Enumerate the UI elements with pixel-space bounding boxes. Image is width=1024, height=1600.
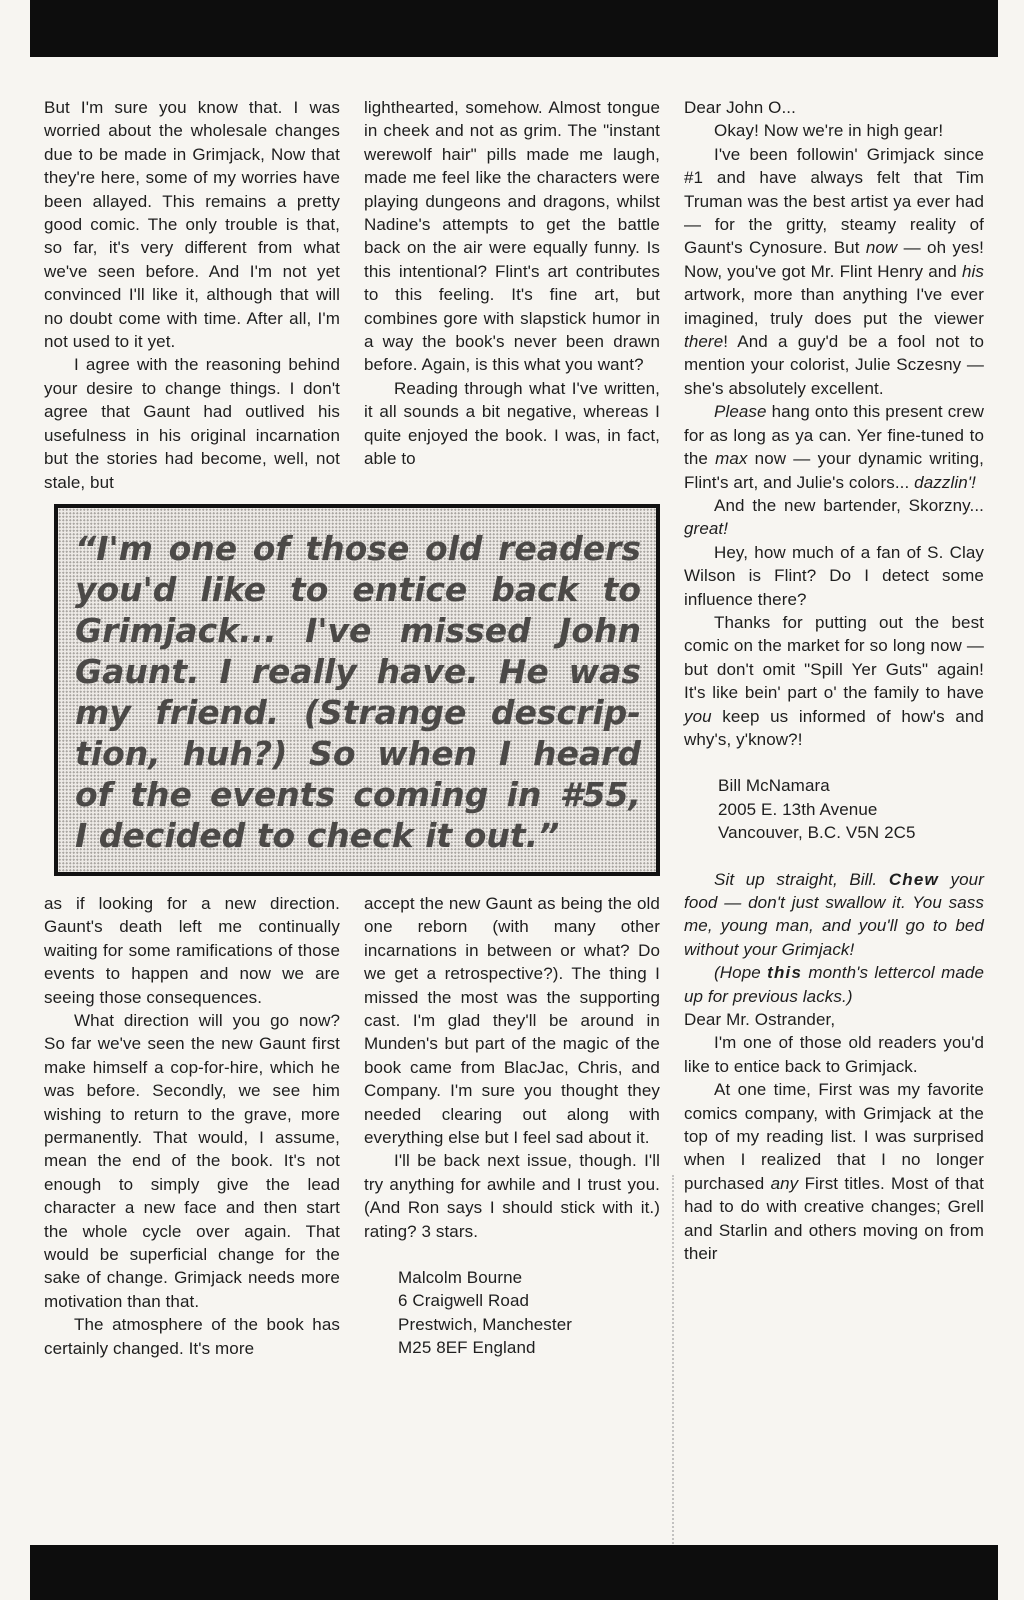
paragraph: [684, 119, 984, 142]
body-text: And the new bartender, Skorzny...: [714, 495, 984, 515]
body-text: Dear Mr. Ostrander,: [684, 1010, 836, 1030]
body-text: artwork, more than anything I've ever imagined, truly does put the viewer: [684, 285, 984, 328]
paragraph: [684, 868, 984, 962]
address-line: Vancouver, B.C. V5N 2C5: [718, 823, 916, 843]
paragraph: [684, 541, 984, 611]
body-text: hang onto this present crew for as long as ya can. Yer fine-tuned to the: [684, 402, 984, 469]
address-line: Prestwich, Manchester: [398, 1314, 573, 1334]
paragraph: [684, 611, 984, 751]
paragraph: [44, 1313, 340, 1360]
pull-quote-line: tion, huh?) So when I heard: [75, 733, 641, 773]
address-line: 2005 E. 13th Avenue: [718, 799, 878, 819]
emphasized-text: month's lettercol made up for previous lacks.): [684, 963, 985, 1006]
lower-text-row: [44, 892, 660, 1383]
paragraph: [364, 96, 660, 377]
emphasized-text: any: [770, 1173, 799, 1193]
body-text: now — your dynamic writing, Flint's art, and Julie's colors...: [684, 449, 984, 492]
paragraph: [44, 96, 340, 353]
body-text: First titles. Most of that had to do with creative changes; Grell and Starlin and others moving on from their: [684, 1173, 984, 1264]
paragraph: [364, 377, 660, 471]
body-text: Dear John O...: [684, 98, 796, 117]
body-text: Hey, how much of a fan of S. Clay Wilson is Flint? Do I detect some influence there?: [684, 542, 984, 609]
letter-column-2-top: [364, 96, 660, 494]
paragraph: [684, 961, 984, 1008]
bottom-border-bar: [30, 1545, 998, 1600]
address-block: [364, 1266, 660, 1360]
body-text: I've been followin' Grimjack since #1 and have always felt that Tim Truman was the best artist ya ever had — for the gritty, steamy reality of Gaunt's Cynosure. But: [684, 144, 984, 258]
emphasized-text: great!: [684, 519, 729, 539]
emphasized-text: now: [865, 238, 898, 258]
address-line: M25 8EF England: [398, 1338, 536, 1358]
emphasized-text: max: [715, 449, 748, 469]
paragraph: [364, 892, 660, 1149]
top-border-bar: [30, 0, 998, 57]
paragraph: [364, 1149, 660, 1243]
column-divider: [672, 1175, 674, 1563]
pull-quote-line: you'd like to entice back to: [75, 569, 641, 609]
body-text: The atmosphere of the book has certainly changed. It's more: [44, 1315, 340, 1358]
letter-column-1-top: [44, 96, 340, 494]
body-text: as if looking for a new direction. Gaunt's death left me continually waiting for some ramifications of those events to happen and now we are seeing those consequences.: [44, 893, 340, 1007]
paragraph: [684, 1031, 984, 1078]
paragraph: [684, 96, 984, 119]
page-content: [44, 96, 986, 1383]
body-text: I agree with the reasoning behind your desire to change things. I don't agree that Gaunt had outlived his usefulness in his original incarnation but the stories had become, well, not stale, but: [44, 355, 340, 492]
emphasized-text: Chew: [888, 869, 939, 889]
body-text: Thanks for putting out the best comic on the market for so long now — but don't omit "Spill Yer Guts" again! It's like bein' part o' the family to have: [684, 612, 984, 703]
pull-quote-line: Gaunt. I really have. He was: [75, 651, 641, 691]
body-text: At one time, First was my favorite comics company, with Grimjack at the top of my reading list. I was surprised when I realized that I no longer purchased: [684, 1080, 984, 1193]
emphasized-text: Sit up straight, Bill.: [714, 869, 889, 889]
body-text: Okay! Now we're in high gear!: [714, 121, 944, 141]
body-text: — oh yes! Now, you've got Mr. Flint Henry and: [684, 238, 984, 281]
left-region: [44, 96, 660, 1383]
pull-quote-line: I decided to check it out.”: [75, 815, 560, 855]
body-text: I'll be back next issue, though. I'll try anything for awhile and I trust you. (And Ron says I should stick with it.) rating? 3 stars.: [364, 1151, 660, 1241]
emphasized-text: your food — don't just swallow it. You sass me, young man, and you'll go to bed without your Grimjack!: [684, 869, 984, 959]
pull-quote-line: of the events coming in #55,: [75, 774, 641, 814]
letter-column-3: [684, 96, 984, 1383]
body-text: ! And a guy'd be a fool not to mention your colorist, Julie Sczesny — she's absolutely excellent.: [684, 332, 984, 398]
emphasized-text: there: [684, 332, 724, 352]
paragraph: [684, 1008, 984, 1031]
emphasized-text: you: [684, 706, 712, 726]
pull-quote-line: Grimjack... I've missed John: [75, 610, 641, 650]
paragraph: [44, 353, 340, 493]
emphasized-text: his: [961, 261, 984, 281]
body-text: What direction will you go now? So far we've seen the new Gaunt first make himself a cop-for-hire, which he was before. Secondly, we see him wishing to return to the grave, more permanently. That would, I assume, mean the end of the book. It's not enough to simply give the lead character a new face and then start the whole cycle over again. That would be superficial change for the sake of change. Grimjack needs more motivation than that.: [44, 1010, 340, 1311]
pull-quote-line: my friend. (Strange descrip-: [75, 692, 641, 732]
body-text: But I'm sure you know that. I was worried about the wholesale changes due to be made in Grimjack, Now that they're here, some of my worries have been allayed. This remains a pretty good comic. The only trouble is that, so far, it's very different from what we've seen before. And I'm not yet convinced I'll like it, although that will no doubt come with time. After all, I'm not used to it yet.: [44, 98, 340, 352]
paragraph: [684, 494, 984, 541]
paragraph: [684, 1078, 984, 1265]
body-text: lighthearted, somehow. Almost tongue in cheek and not as grim. The "instant werewolf hair" pills made me laugh, made me feel like the characters were playing dungeons and dragons, whilst Nadine's attempts to get the battle back on the air were equally funny. Is this intentional? Flint's art contributes to this feeling. It's fine art, but combines gore with slapstick humor in a way the book's never been drawn before. Again, is this what you want?: [364, 98, 660, 375]
address-block: [684, 774, 984, 844]
body-text: accept the new Gaunt as being the old one reborn (with many other incarnations in between or what? Do we get a retrospective?). The thing I missed the most was the supporting cast. I'm glad they'll be around in Munden's but part of the magic of the book came from BlacJac, Chris, and Company. I'm sure you thought they needed clearing out along with everything else but I feel sad about it.: [364, 893, 660, 1147]
emphasized-text: dazzlin'!: [914, 472, 976, 492]
paragraph: [684, 400, 984, 494]
upper-text-row: [44, 96, 660, 494]
paragraph: [44, 892, 340, 1009]
body-text: keep us informed of how's and why's, y'know?!: [684, 706, 984, 749]
letter-column-2-bottom: [364, 892, 660, 1383]
emphasized-text: this: [767, 963, 803, 983]
body-text: I'm one of those old readers you'd like to entice back to Grimjack.: [684, 1033, 984, 1076]
emphasized-text: (Hope: [714, 963, 768, 983]
paragraph: [44, 1009, 340, 1313]
pull-quote-box: [54, 504, 660, 876]
address-line: Malcolm Bourne: [398, 1268, 523, 1287]
body-text: Reading through what I've written, it all sounds a bit negative, whereas I quite enjoyed the book. I was, in fact, able to: [364, 378, 660, 469]
emphasized-text: Please: [714, 402, 767, 422]
address-line: 6 Craigwell Road: [398, 1291, 530, 1311]
pull-quote-line: “I'm one of those old readers: [75, 528, 641, 568]
letter-column-1-bottom: [44, 892, 340, 1383]
paragraph: [684, 143, 984, 400]
address-line: Bill McNamara: [718, 776, 830, 796]
